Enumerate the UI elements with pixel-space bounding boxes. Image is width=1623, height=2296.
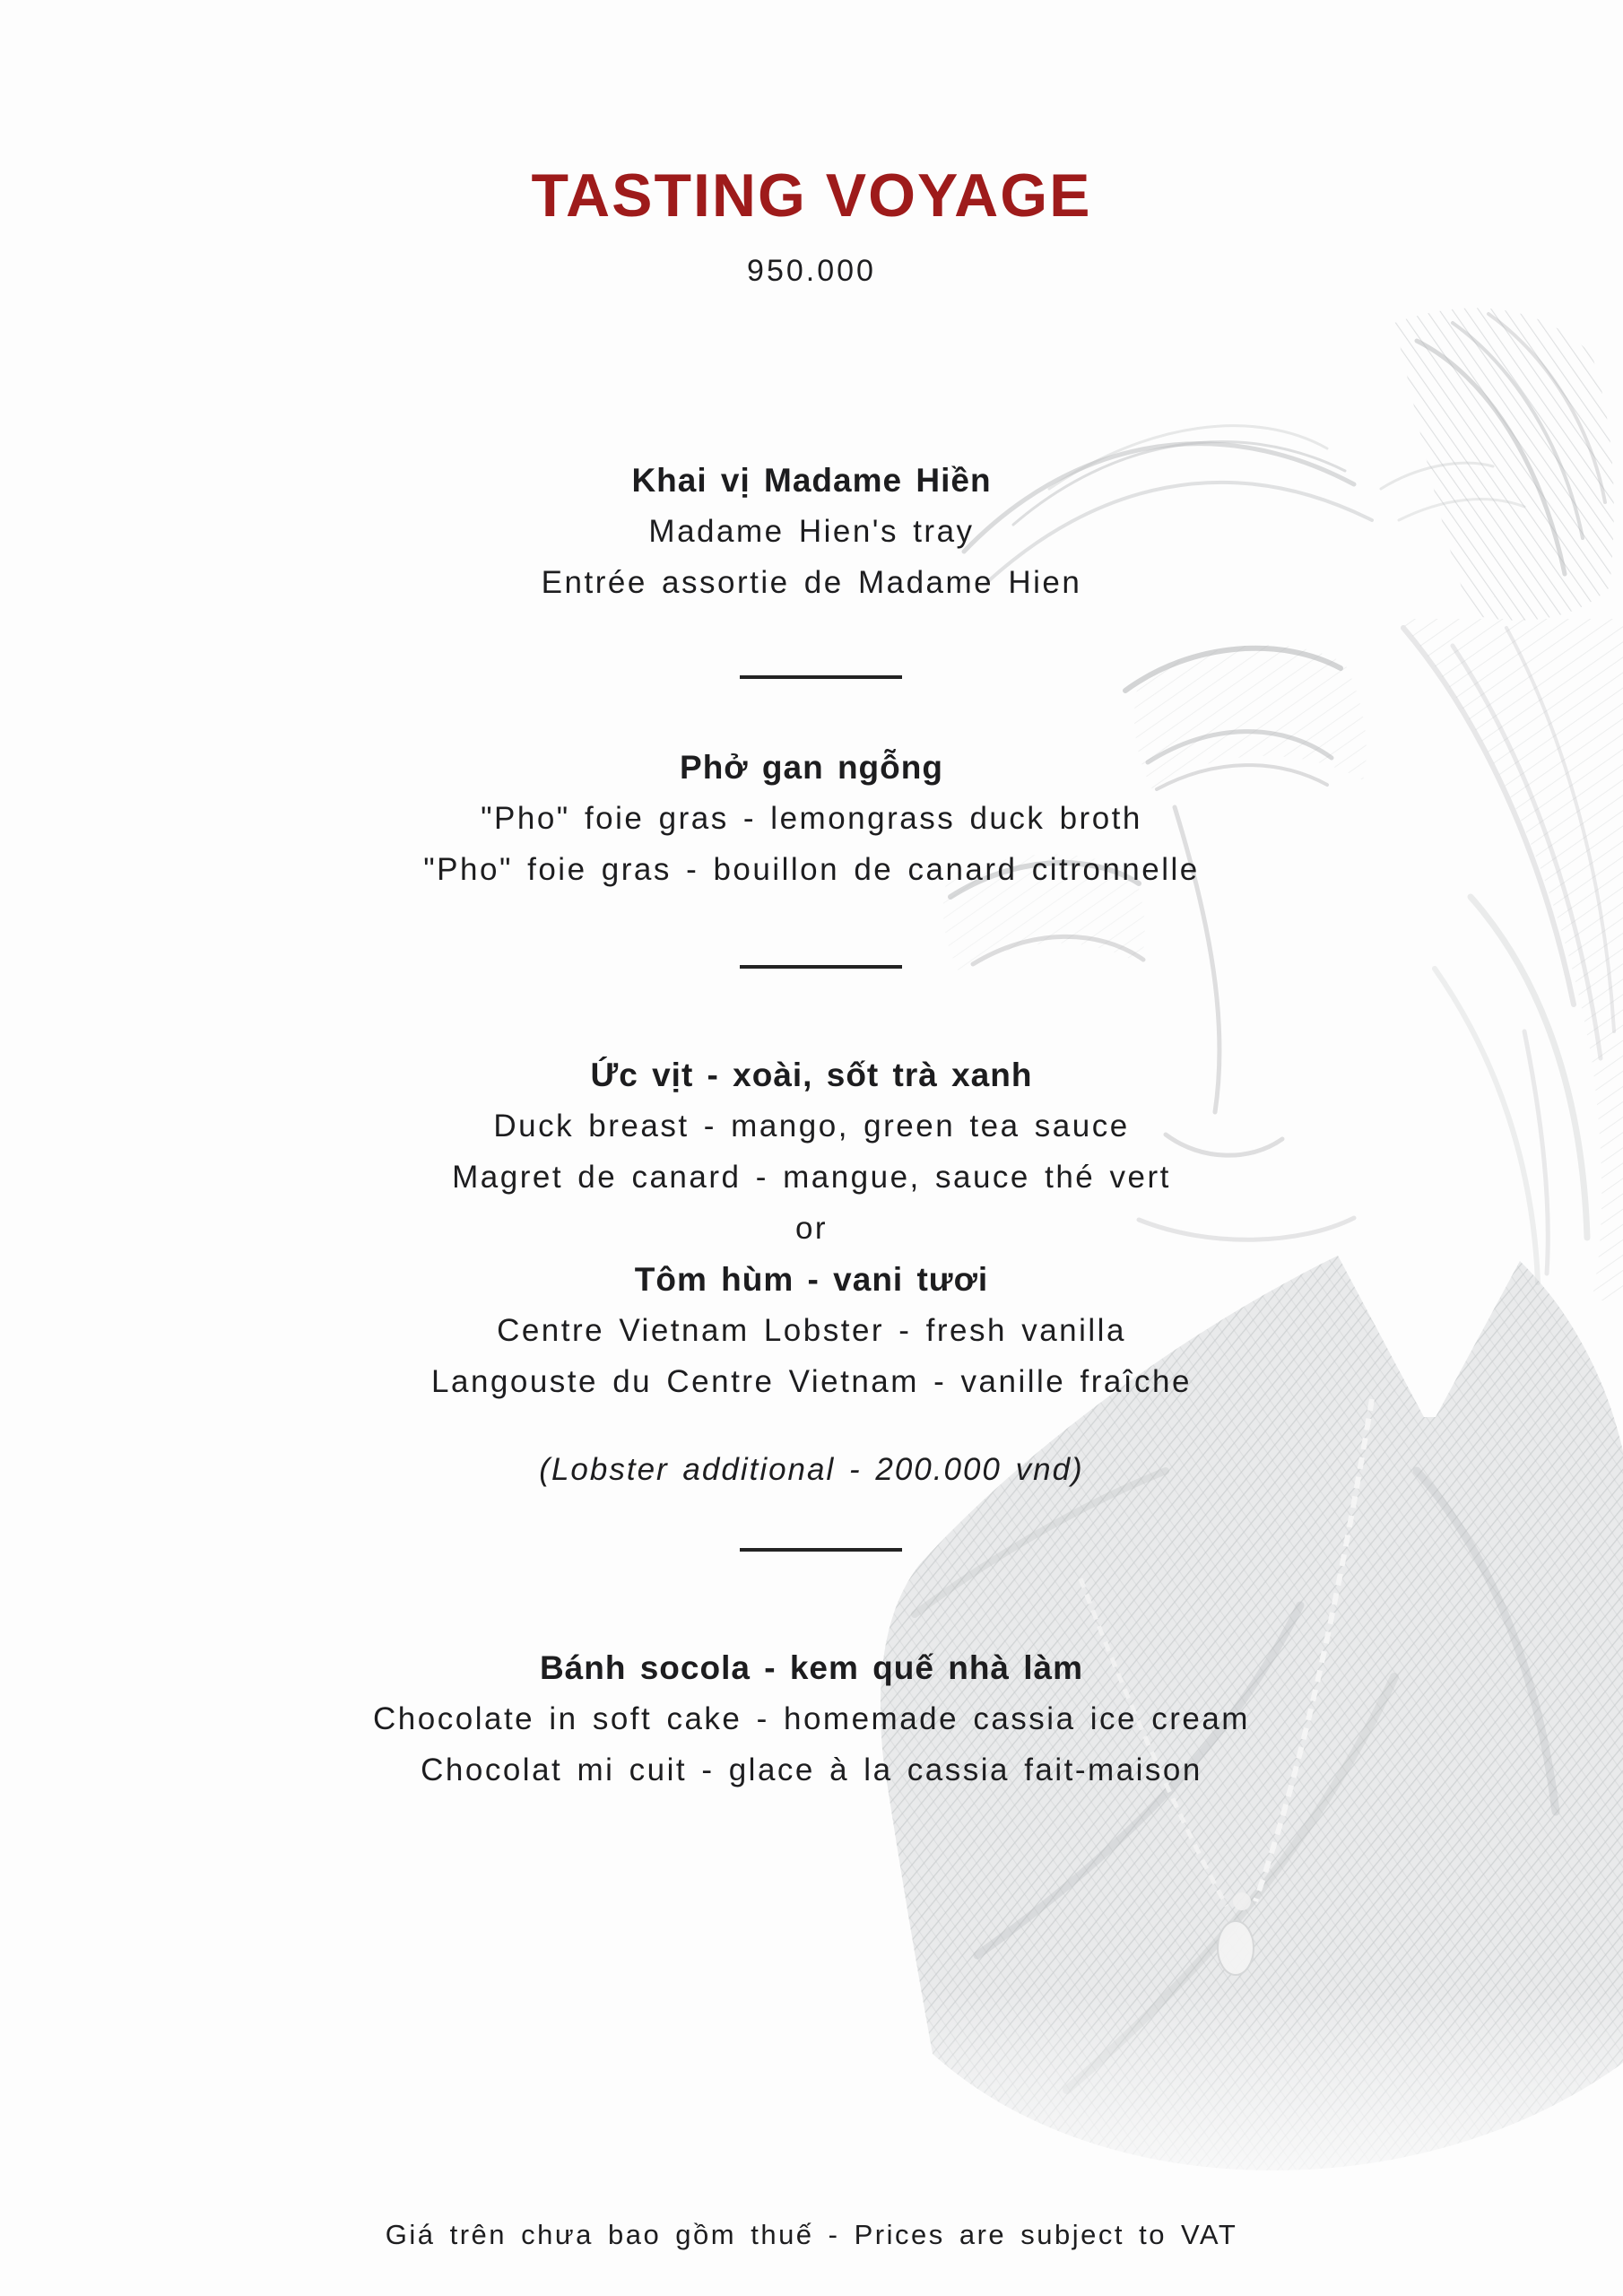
dish-desc-fr: "Pho" foie gras - bouillon de canard citronnelle: [423, 852, 1200, 887]
menu-price: 950.000: [747, 254, 876, 288]
section-divider: [740, 675, 902, 679]
dish-name-vi: Tôm hùm - vani tươi: [634, 1261, 989, 1298]
menu-title: TASTING VOYAGE: [531, 161, 1092, 230]
dish-desc-en: Duck breast - mango, green tea sauce: [493, 1109, 1130, 1144]
vat-footer: Giá trên chưa bao gồm thuế - Prices are subject to VAT: [385, 2219, 1238, 2250]
dish-desc-fr: Langouste du Centre Vietnam - vanille fraîche: [431, 1364, 1192, 1399]
necklace-bail: [1233, 1892, 1251, 1910]
necklace-pendant: [1218, 1921, 1254, 1975]
dish-name-vi: Khai vị Madame Hiền: [631, 462, 992, 499]
bottom-fade: [834, 1991, 1623, 2233]
dish-name-vi: Phở gan ngỗng: [680, 749, 943, 786]
dish-desc-fr: Entrée assortie de Madame Hien: [541, 565, 1082, 600]
dish-desc-en: Centre Vietnam Lobster - fresh vanilla: [497, 1313, 1126, 1348]
course-section-dessert: [0, 1642, 1623, 1796]
section-divider: [740, 1548, 902, 1552]
or-label: or: [794, 1211, 829, 1246]
dish-desc-fr: Chocolat mi cuit - glace à la cassia fait-maison: [421, 1752, 1202, 1787]
dish-name-vi: Ức vịt - xoài, sốt trà xanh: [590, 1057, 1033, 1093]
dish-name-vi: Bánh socola - kem quế nhà làm: [539, 1649, 1084, 1686]
course-section-appetizer: [0, 455, 1623, 608]
section-divider: [740, 965, 902, 969]
course-section-main-choice: [0, 1049, 1623, 1407]
dish-desc-en: Chocolate in soft cake - homemade cassia ice cream: [373, 1701, 1250, 1736]
dish-desc-fr: Magret de canard - mangue, sauce thé vert: [452, 1160, 1171, 1195]
lobster-surcharge-note: (Lobster additional - 200.000 vnd): [539, 1452, 1084, 1487]
dish-desc-en: "Pho" foie gras - lemongrass duck broth: [481, 801, 1142, 836]
dish-desc-en: Madame Hien's tray: [648, 514, 975, 549]
course-section-pho-foie-gras: [0, 742, 1623, 895]
